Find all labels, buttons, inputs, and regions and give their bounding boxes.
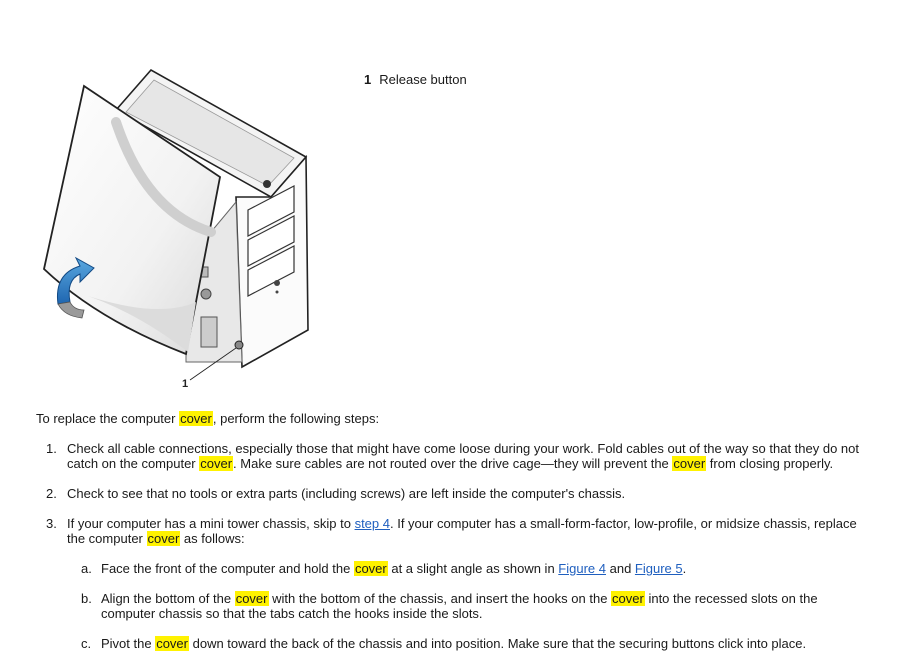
search-highlight: cover xyxy=(612,591,644,606)
substep-a: a. Face the front of the computer and hold the cover at a slight angle as shown in Figure 4 and Figure 5. xyxy=(81,561,687,576)
figure-legend xyxy=(364,72,467,87)
search-highlight: cover xyxy=(180,411,212,426)
legend-label: Release button xyxy=(379,72,467,87)
computer-cover-illustration xyxy=(36,62,326,397)
release-button xyxy=(235,341,243,349)
search-highlight: cover xyxy=(673,456,706,471)
substep-marker: a. xyxy=(81,561,92,576)
step-marker: 1. xyxy=(46,441,57,456)
step-marker: 2. xyxy=(46,486,57,501)
step-2: 2. Check to see that no tools or extra parts (including screws) are left inside the computer's chassis. xyxy=(46,486,626,501)
step-1: 1. Check all cable connections, especially those that might have come loose during your work. Fold cables out of the way so that they do not catch on the computer cover. Make sure cables are not routed over the drive cage—they will prevent the cover from closing properly. xyxy=(46,441,859,471)
legend-number: 1 xyxy=(364,72,372,87)
search-highlight: cover xyxy=(156,636,188,651)
search-highlight: cover xyxy=(354,561,387,576)
callout-number: 1 xyxy=(182,378,189,390)
figure-4-link[interactable]: Figure 4 xyxy=(558,561,606,576)
step-marker: 3. xyxy=(46,516,57,531)
substep-c: c. Pivot the cover down toward the back of the chassis and into position. Make sure that the securing buttons click into place. xyxy=(81,636,807,651)
substep-b: b. Align the bottom of the cover with the bottom of the chassis, and insert the hooks on the cover into the recessed slots on the computer chassis so that the tabs catch the hooks inside the slots. xyxy=(81,591,818,621)
step-3: 3. If your computer has a mini tower chassis, skip to step 4. If your computer has a small-form-factor, low-profile, or midsize chassis, replace the computer cover as follows: a. Face the front of the computer and hold the cover at a slight angle as shown in Figure 4 and Figure 5. b. Align the bottom of the cover with the bottom of the chassis, and insert the hooks on the cover into the recessed slots on the computer chassis so that the tabs catch the hooks inside the slots. c. Pivot the cover down toward the back of the chassis and into position. Make sure that the securing buttons click into place. xyxy=(0,516,911,651)
search-highlight: cover xyxy=(235,591,268,606)
step-4-link[interactable]: step 4 xyxy=(354,516,390,531)
intro-text: To replace the computer cover, perform the following steps: xyxy=(36,411,380,426)
substep-marker: b. xyxy=(81,591,92,606)
search-highlight: cover xyxy=(147,531,180,546)
search-highlight: cover xyxy=(200,456,233,471)
figure-5-link[interactable]: Figure 5 xyxy=(634,561,683,576)
substep-marker: c. xyxy=(81,636,92,651)
steps-list xyxy=(0,441,911,666)
substeps-list xyxy=(67,561,875,651)
